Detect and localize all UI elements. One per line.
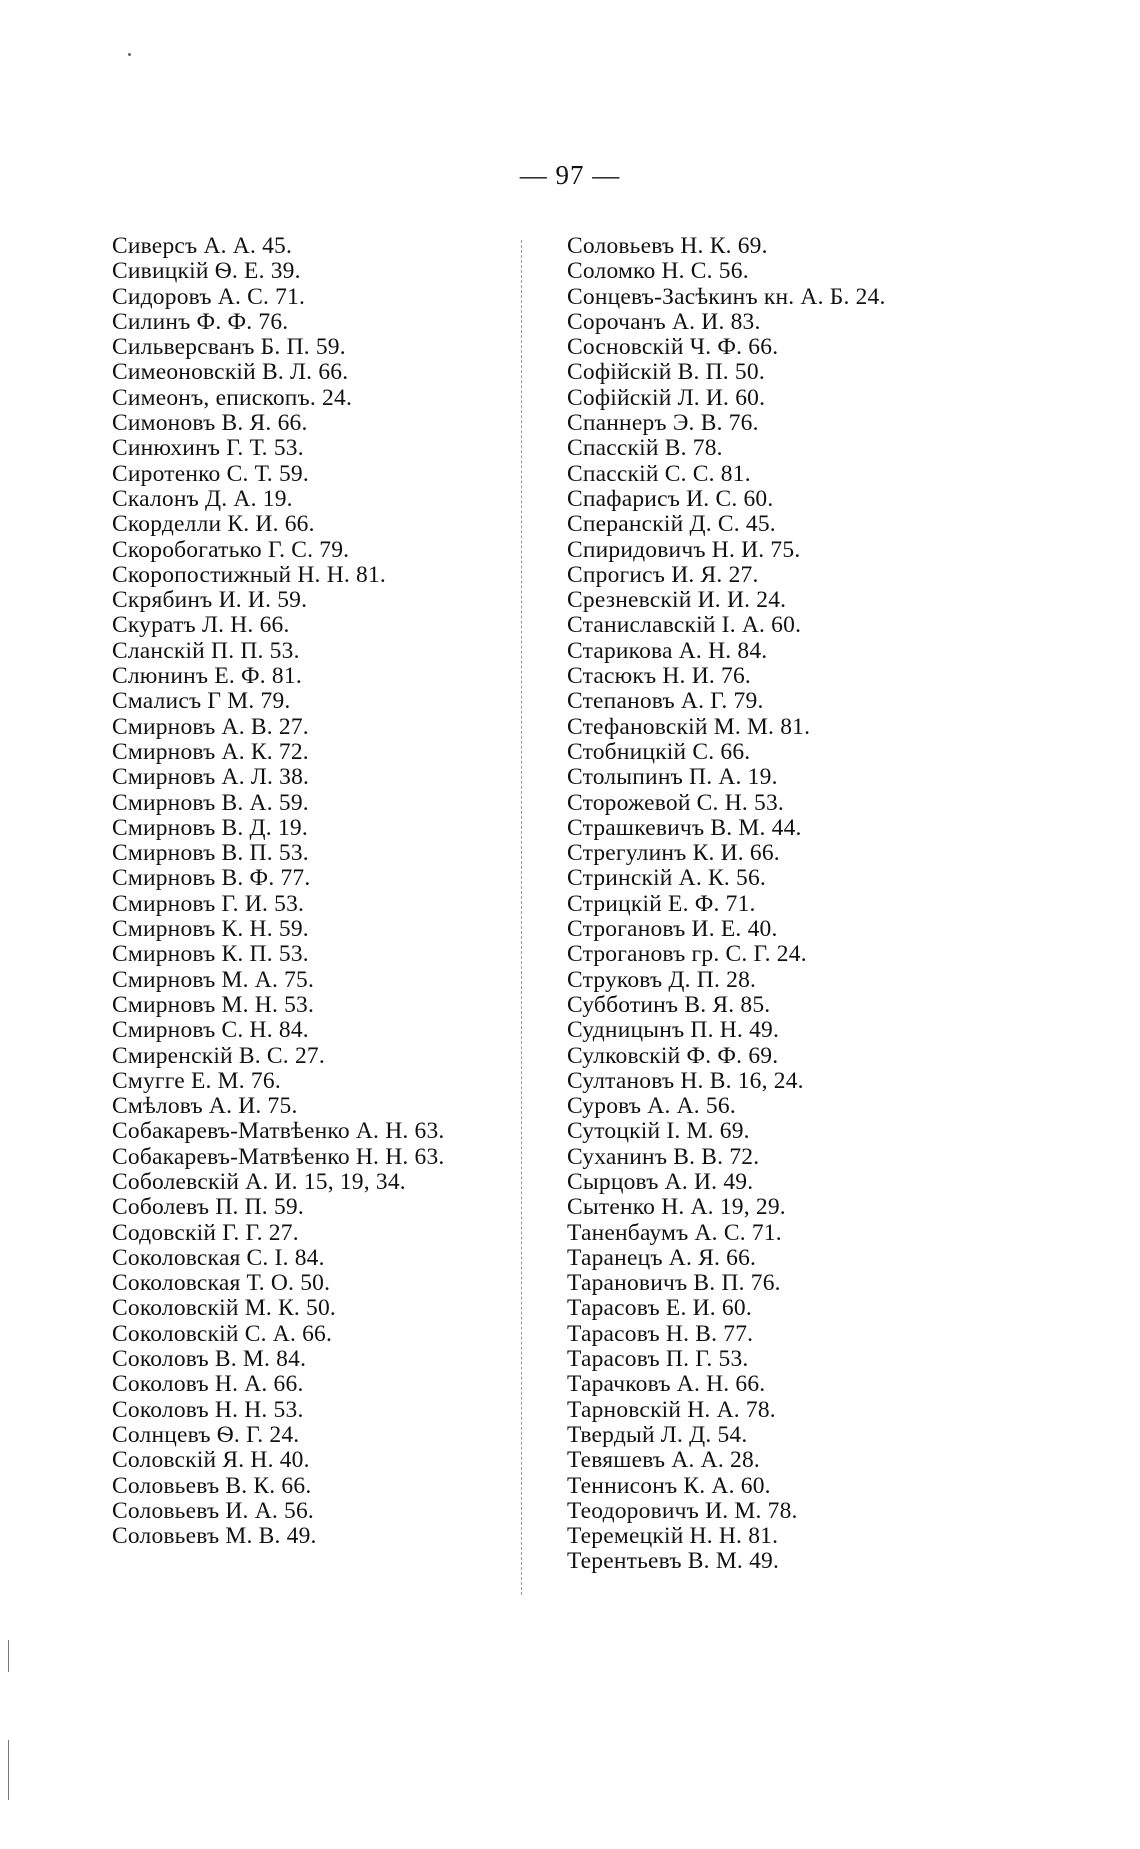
index-entry: Сильверсванъ Б. П. 59. (112, 334, 346, 361)
index-entry: Старикова А. Н. 84. (567, 637, 768, 664)
index-entry: Сутоцкій І. М. 69. (567, 1118, 750, 1145)
speck-mark (128, 53, 131, 56)
index-entry: Судницынъ П. Н. 49. (567, 1017, 780, 1044)
index-entry: Султановъ Н. В. 16, 24. (567, 1067, 804, 1094)
index-entry: Смирновъ М. Н. 53. (112, 991, 315, 1018)
index-entry: Скрябинъ И. И. 59. (112, 587, 308, 614)
index-entry: Смирновъ К. Н. 59. (112, 916, 309, 943)
index-entry: Тарасовъ П. Г. 53. (567, 1346, 749, 1373)
index-entry: Смирновъ В. Ф. 77. (112, 865, 311, 892)
index-entry: Сорочанъ А. И. 83. (567, 308, 761, 335)
index-entry: Спрогисъ И. Я. 27. (567, 561, 759, 588)
index-entry: Соколовскій С. А. 66. (112, 1320, 333, 1347)
index-entry: Смѣловъ А. И. 75. (112, 1093, 298, 1120)
index-entry: Твердый Л. Д. 54. (567, 1421, 748, 1448)
index-entry: Суханинъ В. В. 72. (567, 1143, 760, 1170)
index-column-right (567, 234, 1007, 1575)
index-entry: Соловскій Я. Н. 40. (112, 1447, 310, 1474)
index-entry: Соколовъ Н. А. 66. (112, 1371, 304, 1398)
index-entry: Смирновъ М. А. 75. (112, 966, 315, 993)
index-entry: Смирновъ В. А. 59. (112, 789, 309, 816)
index-entry: Теодоровичъ И. М. 78. (567, 1497, 798, 1524)
index-entry: Таненбаумъ А. С. 71. (567, 1219, 782, 1246)
index-entry: Срезневскій И. И. 24. (567, 587, 787, 614)
index-entry: Станиславскій І. А. 60. (567, 612, 802, 639)
index-entry: Стрицкій Е. Ф. 71. (567, 890, 756, 917)
index-entry: Собакаревъ-Матвѣенко Н. Н. 63. (112, 1143, 445, 1170)
index-entry: Скалонъ Д. А. 19. (112, 485, 293, 512)
index-entry: Соколовъ Н. Н. 53. (112, 1396, 304, 1423)
index-entry: Теремецкій Н. Н. 81. (567, 1523, 779, 1550)
index-entry: Страшкевичъ В. М. 44. (567, 814, 802, 841)
index-entry: Сырцовъ А. И. 49. (567, 1168, 754, 1195)
index-entry: Соловьевъ И. А. 56. (112, 1497, 314, 1524)
index-entry: Стрегулинъ К. И. 66. (567, 840, 780, 867)
index-entry: Собакаревъ-Матвѣенко А. Н. 63. (112, 1118, 445, 1145)
index-entry: Сторожевой С. Н. 53. (567, 789, 785, 816)
index-entry: Скуратъ Л. Н. 66. (112, 612, 290, 639)
index-entry: Спасскій С. С. 81. (567, 460, 751, 487)
index-entry: Смирновъ В. Д. 19. (112, 814, 308, 841)
index-entry: Таранецъ А. Я. 66. (567, 1244, 757, 1271)
index-entry: Смугге Е. М. 76. (112, 1067, 281, 1094)
index-entry: Соловьевъ В. К. 66. (112, 1472, 312, 1499)
index-entry: Смирновъ К. П. 53. (112, 941, 309, 968)
index-entry: Сытенко Н. А. 19, 29. (567, 1194, 786, 1221)
index-entry: Спафарисъ И. С. 60. (567, 485, 774, 512)
index-entry: Симеоновскій В. Л. 66. (112, 359, 349, 386)
index-entry: Соколовскій М. К. 50. (112, 1295, 336, 1322)
index-entry: Скорделли К. И. 66. (112, 511, 315, 538)
index-entry: Соболевъ П. П. 59. (112, 1194, 304, 1221)
index-entry: Сидоровъ А. С. 71. (112, 283, 306, 310)
index-entry: Суровъ А. А. 56. (567, 1093, 736, 1120)
index-entry: Сивицкій Ѳ. Е. 39. (112, 258, 301, 285)
index-entry: Соломко Н. С. 56. (567, 258, 749, 285)
index-entry: Смирновъ А. В. 27. (112, 713, 309, 740)
column-divider (521, 240, 522, 1595)
index-entry: Соколовская Т. О. 50. (112, 1270, 331, 1297)
index-entry: Смирновъ А. К. 72. (112, 738, 309, 765)
page-number: — 97 — (519, 160, 621, 190)
index-entry: Теннисонъ К. А. 60. (567, 1472, 771, 1499)
index-entry: Соловьевъ Н. К. 69. (567, 233, 768, 259)
index-entry: Стефановскій М. М. 81. (567, 713, 811, 740)
index-entry: Сулковскій Ф. Ф. 69. (567, 1042, 779, 1069)
index-entry: Тарасовъ Н. В. 77. (567, 1320, 754, 1347)
index-entry: Смиренскій В. С. 27. (112, 1042, 325, 1069)
index-entry: Спиридовичъ Н. И. 75. (567, 536, 801, 563)
index-entry: Соболевскій А. И. 15, 19, 34. (112, 1168, 406, 1195)
index-entry: Столыпинъ П. А. 19. (567, 764, 778, 791)
index-entry: Субботинъ В. Я. 85. (567, 991, 771, 1018)
index-entry: Тарновскій Н. А. 78. (567, 1396, 776, 1423)
index-entry: Сиротенко С. Т. 59. (112, 460, 309, 487)
index-entry: Строгановъ гр. С. Г. 24. (567, 941, 807, 968)
index-entry: Стобницкій С. 66. (567, 738, 751, 765)
margin-mark (8, 1640, 9, 1672)
index-entry: Тарасовъ Е. И. 60. (567, 1295, 752, 1322)
index-entry: Строгановъ И. Е. 40. (567, 916, 778, 943)
index-entry: Сиверсъ А. А. 45. (112, 233, 293, 259)
index-entry: Смалисъ Г М. 79. (112, 688, 291, 715)
index-entry: Солнцевъ Ѳ. Г. 24. (112, 1421, 300, 1448)
index-entry: Слюнинъ Е. Ф. 81. (112, 663, 302, 690)
index-entry: Стасюкъ Н. И. 76. (567, 663, 751, 690)
index-entry: Стринскій А. К. 56. (567, 865, 766, 892)
index-entry: Софійскій В. П. 50. (567, 359, 765, 386)
index-entry: Синюхинъ Г. Т. 53. (112, 435, 304, 462)
index-entry: Сланскій П. П. 53. (112, 637, 300, 664)
index-entry: Тевяшевъ А. А. 28. (567, 1447, 760, 1474)
index-entry: Соколовская С. І. 84. (112, 1244, 325, 1271)
index-entry: Скоропостижный Н. Н. 81. (112, 561, 387, 588)
index-entry: Симеонъ, епископъ. 24. (112, 384, 353, 411)
margin-mark (8, 1740, 9, 1800)
index-column-left (112, 234, 552, 1549)
index-entry: Симоновъ В. Я. 66. (112, 410, 308, 437)
index-entry: Сперанскій Д. С. 45. (567, 511, 776, 538)
index-entry: Тарановичъ В. П. 76. (567, 1270, 781, 1297)
index-entry: Скоробогатько Г. С. 79. (112, 536, 350, 563)
index-entry: Спаннеръ Э. В. 76. (567, 410, 759, 437)
index-entry: Софійскій Л. И. 60. (567, 384, 766, 411)
index-entry: Степановъ А. Г. 79. (567, 688, 764, 715)
index-entry: Смирновъ Г. И. 53. (112, 890, 305, 917)
index-entry: Смирновъ С. Н. 84. (112, 1017, 309, 1044)
index-entry: Терентьевъ В. М. 49. (567, 1548, 780, 1575)
index-entry: Смирновъ В. П. 53. (112, 840, 309, 867)
index-entry: Сонцевъ-Засѣкинъ кн. А. Б. 24. (567, 283, 886, 310)
index-entry: Соколовъ В. М. 84. (112, 1346, 307, 1373)
index-entry: Сосновскій Ч. Ф. 66. (567, 334, 779, 361)
index-entry: Тарачковъ А. Н. 66. (567, 1371, 766, 1398)
index-entry: Струковъ Д. П. 28. (567, 966, 757, 993)
index-entry: Силинъ Ф. Ф. 76. (112, 308, 289, 335)
index-entry: Содовскій Г. Г. 27. (112, 1219, 299, 1246)
index-entry: Соловьевъ М. В. 49. (112, 1523, 317, 1550)
index-entry: Смирновъ А. Л. 38. (112, 764, 310, 791)
index-entry: Спасскій В. 78. (567, 435, 723, 462)
